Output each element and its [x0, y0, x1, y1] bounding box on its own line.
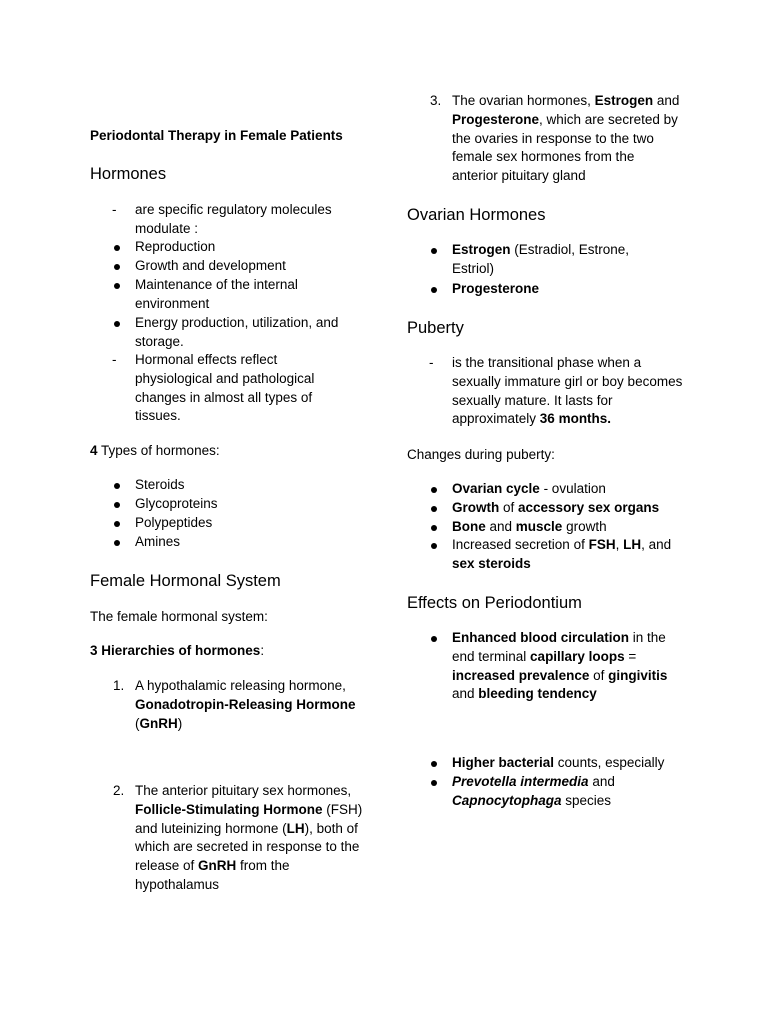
bullet-icon [431, 506, 437, 512]
bullet-icon [114, 264, 120, 270]
list-item-text [452, 480, 692, 499]
puberty-definition [452, 354, 684, 429]
list-item-text: Growth and development [135, 258, 286, 273]
bullet-icon [114, 283, 120, 289]
text-run: Follicle-Stimulating Hormone [135, 801, 323, 817]
bullet-icon [431, 248, 437, 254]
bullet-icon [114, 245, 120, 251]
text-run: from the hypothalamus [135, 858, 290, 892]
hormone-effects: Hormonal effects reflect physiological and pathological changes in almost all types of tissues. [135, 352, 315, 424]
document-title: Periodontal Therapy in Female Patients [90, 128, 343, 143]
heading-ovarian-hormones: Ovarian Hormones [407, 206, 546, 224]
heading-hormones: Hormones [90, 165, 167, 183]
text-run: Bone [452, 519, 486, 534]
text-run: Higher bacterial [452, 755, 555, 770]
text-run: Growth [452, 500, 500, 515]
types-count: 4 [90, 443, 98, 458]
text-run: and [653, 93, 680, 108]
text-run: (Estradiol, Estrone, Estriol) [452, 242, 630, 276]
types-label: Types of hormones: [97, 443, 220, 458]
text-run: 36 months. [539, 411, 612, 427]
list-item-text [452, 499, 692, 518]
list-item-text: Amines [135, 534, 181, 549]
bullet-icon [431, 287, 437, 293]
bullet-icon [431, 543, 437, 549]
item-number: 3. [430, 93, 442, 108]
text-run: Ovarian cycle [452, 481, 540, 496]
item-text [135, 782, 370, 895]
text-run: counts, especially [554, 755, 665, 770]
text-run: , [615, 537, 624, 552]
text-run: species [561, 792, 612, 808]
text-run: - ovulation [539, 481, 606, 496]
text-run: A hypothalamic releasing hormone, [135, 678, 346, 693]
heading-effects-on-periodontium: Effects on Periodontium [407, 594, 582, 612]
text-run: and [452, 686, 479, 702]
text-run: , and [641, 537, 672, 552]
changes-intro: Changes during puberty: [407, 447, 555, 462]
list-item-text: Progesterone [452, 281, 540, 296]
text-run: accessory sex organs [518, 500, 660, 515]
text-run: Gonadotropin-Releasing Hormone [135, 696, 356, 712]
text-run: Prevotella intermedia [452, 774, 589, 789]
text-run: The anterior pituitary sex hormones, [135, 783, 352, 798]
list-item-text: Maintenance of the internal environment [135, 277, 298, 311]
text-run: LH [623, 537, 642, 552]
bullet-icon [114, 483, 120, 489]
text-run: LH [286, 820, 305, 836]
list-item-text [452, 518, 692, 537]
bullet-icon [431, 525, 437, 531]
list-item-text: Glycoproteins [135, 496, 218, 511]
hormone-intro: are specific regulatory molecules modulate : [135, 202, 332, 236]
text-run: capillary loops [530, 648, 625, 664]
bullet-icon [431, 487, 437, 493]
text-run: sex steroids [452, 555, 531, 571]
item-text [135, 677, 370, 733]
bullet-icon [114, 521, 120, 527]
text-run: FSH [588, 537, 616, 552]
text-run: of [499, 500, 519, 515]
heading-puberty: Puberty [407, 319, 464, 337]
text-run: GnRH [198, 858, 237, 874]
text-run: and [588, 774, 615, 789]
text-run: Estrogen [452, 242, 511, 257]
text-run: Capnocytophaga [452, 792, 562, 808]
heading-female-hormonal-system: Female Hormonal System [90, 572, 281, 590]
text-run: (FSH) and luteinizing hormone ( [135, 801, 363, 836]
text-run: and [485, 519, 516, 534]
bullet-icon [114, 502, 120, 508]
item-text [452, 92, 682, 186]
bullet-icon [431, 780, 437, 786]
list-item-text [452, 773, 684, 811]
text-run: of [589, 667, 609, 683]
text-run: increased prevalence [452, 667, 590, 683]
text-run: , which are secreted by the ovaries in response to the two female sex hormones from the anterior pituitary gland [452, 111, 678, 184]
text-run: is the transitional phase when a sexually immature girl or boy becomes sexually mature. It lasts for approximately [452, 355, 683, 427]
text-run: Progesterone [452, 111, 540, 127]
list-item-text: Reproduction [135, 239, 216, 254]
item-number: 2. [113, 783, 125, 798]
types-paragraph [90, 442, 380, 461]
list-item-text: Steroids [135, 477, 185, 492]
female-intro: The female hormonal system: [90, 609, 268, 624]
text-run: ( [135, 715, 140, 731]
text-run: in the end terminal [452, 630, 666, 664]
text-run: Enhanced blood circulation [452, 630, 630, 645]
hierarchies-paragraph [90, 642, 380, 661]
text-run: Increased secretion of [452, 537, 589, 552]
colon: : [260, 643, 265, 658]
dash-marker: - [112, 202, 117, 217]
text-run: ), both of which are secreted in response to the release of [135, 820, 360, 874]
text-run: gingivitis [608, 667, 668, 683]
bullet-icon [431, 761, 437, 767]
bullet-icon [431, 636, 437, 642]
hierarchies-label: 3 Hierarchies of hormones [90, 643, 261, 658]
bullet-icon [114, 321, 120, 327]
list-item-text [452, 629, 684, 704]
text-run: Estrogen [594, 93, 654, 108]
dash-marker: - [112, 352, 117, 367]
text-run: bleeding tendency [478, 686, 597, 702]
list-item-text [452, 241, 652, 279]
dash-marker: - [429, 355, 434, 370]
text-run: ) [177, 715, 183, 731]
text-run: growth [562, 519, 607, 534]
list-item-text: Polypeptides [135, 515, 213, 530]
text-run: = [624, 648, 637, 664]
bullet-icon [114, 540, 120, 546]
list-item-text [452, 536, 684, 574]
text-run: The ovarian hormones, [452, 93, 595, 108]
list-item-text [452, 754, 684, 773]
item-number: 1. [113, 678, 125, 693]
text-run: muscle [515, 519, 563, 534]
text-run: GnRH [139, 715, 178, 731]
list-item-text: Energy production, utilization, and storage. [135, 315, 339, 349]
